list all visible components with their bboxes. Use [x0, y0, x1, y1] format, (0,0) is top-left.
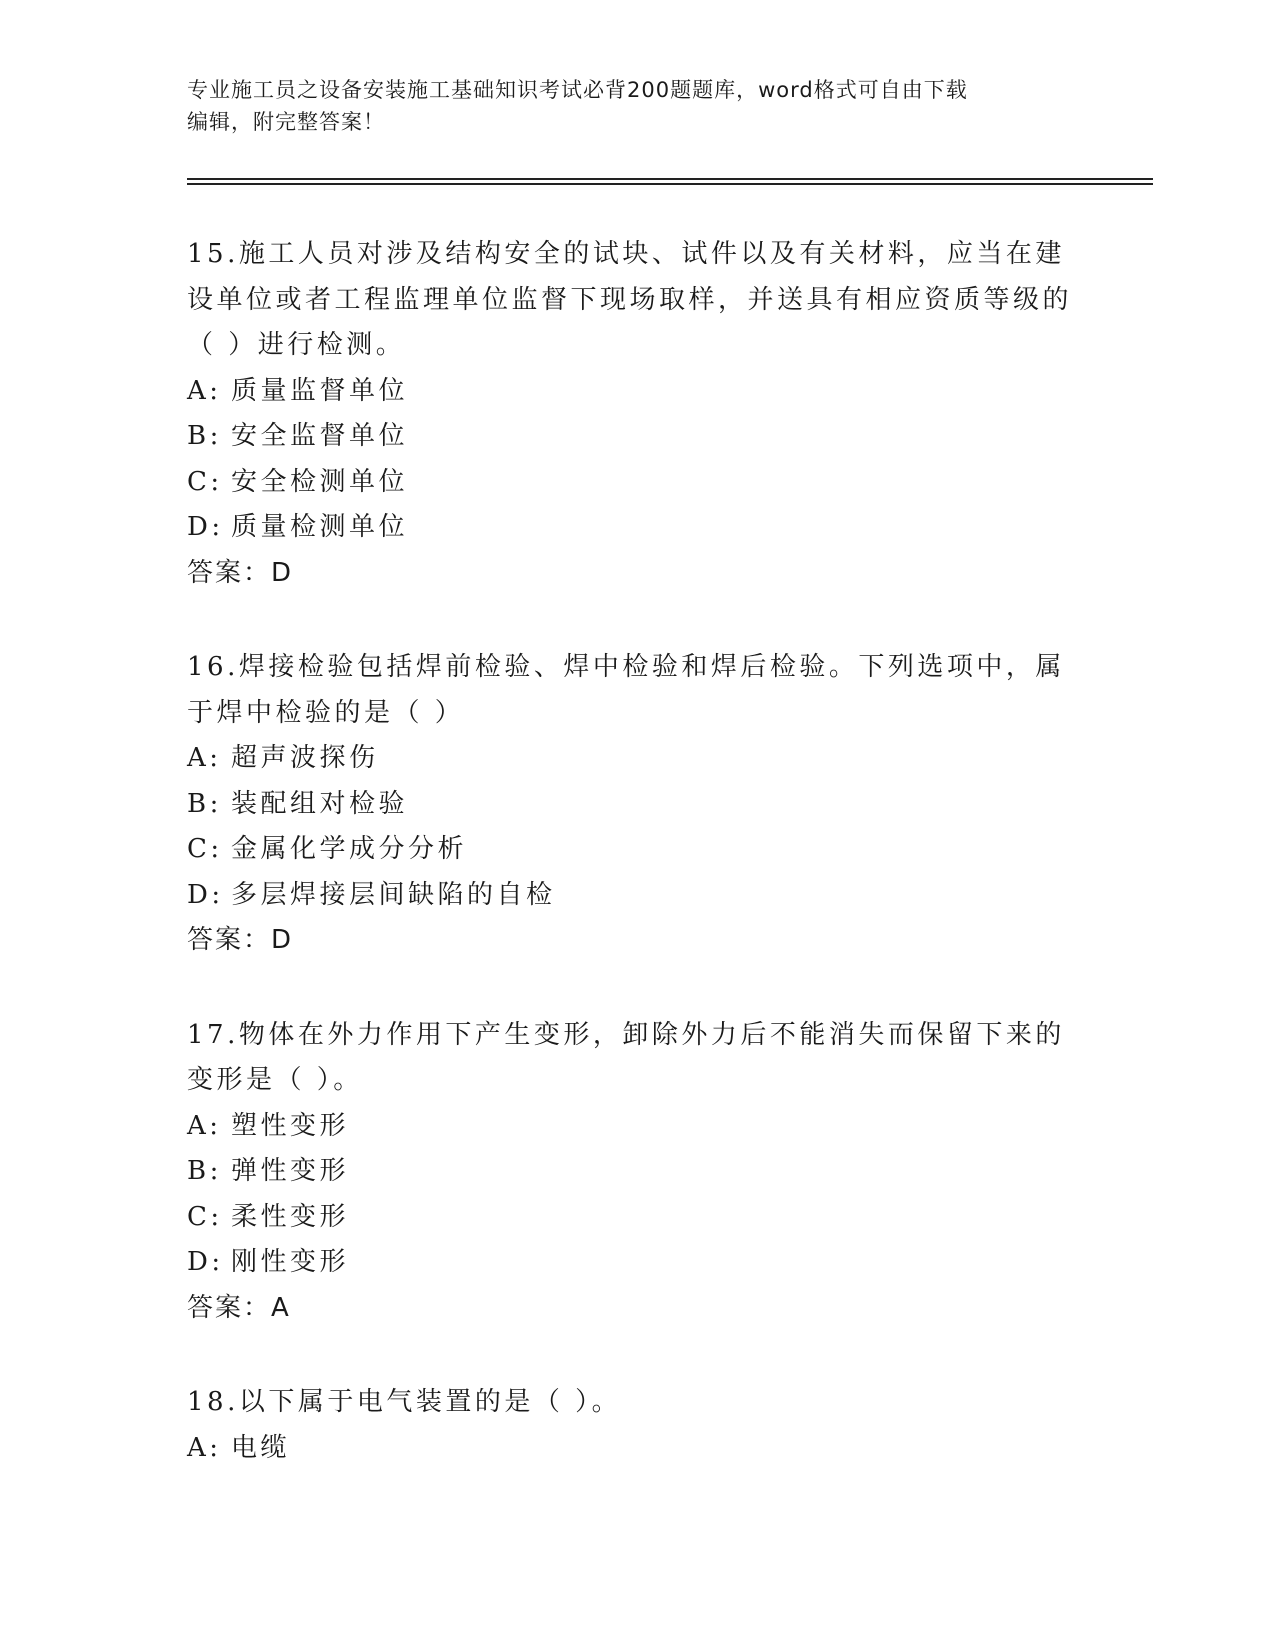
option-text: 电缆 [231, 1432, 291, 1463]
option-text: 多层焊接层间缺陷的自检 [231, 879, 556, 910]
option-text: 弹性变形 [231, 1156, 350, 1186]
option-text: 安全检测单位 [231, 466, 409, 497]
option-d [187, 873, 1087, 919]
option-b [187, 414, 1087, 460]
option-c [187, 1195, 1087, 1241]
option-text: 塑性变形 [231, 1110, 350, 1141]
option-key: D: [187, 1247, 224, 1277]
question-stem: 16.焊接检验包括焊前检验、焊中检验和焊后检验。下列选项中，属于焊中检验的是（ ） [187, 652, 1065, 728]
answer-label: 答案：A [187, 1292, 291, 1323]
option-c [187, 827, 1087, 873]
header-divider-bottom [187, 183, 1153, 185]
question-list [187, 232, 1087, 1520]
question-stem: 15.施工人员对涉及结构安全的试块、试件以及有关材料，应当在建设单位或者工程监理单位监督下现场取样，并送具有相应资质等级的（ ）进行检测。 [187, 239, 1073, 360]
option-key: B: [187, 421, 222, 451]
option-key: C: [187, 834, 223, 864]
option-key: A: [187, 1110, 222, 1141]
option-text: 装配组对检验 [231, 788, 409, 819]
answer-label: 答案：D [187, 925, 294, 955]
option-key: D: [187, 512, 224, 542]
option-text: 质量检测单位 [231, 512, 409, 542]
question-16 [187, 645, 1087, 964]
question-stem: 17.物体在外力作用下产生变形，卸除外力后不能消失而保留下来的变形是（ ）。 [187, 1019, 1065, 1095]
option-b [187, 1149, 1087, 1195]
option-a [187, 1426, 1087, 1472]
option-key: C: [187, 1201, 223, 1232]
option-key: A: [187, 743, 222, 773]
answer-label: 答案：D [187, 557, 294, 588]
question-17 [187, 1013, 1087, 1332]
header-line-1: 专业施工员之设备安装施工基础知识考试必背200题题库，word格式可自由下载 [187, 78, 968, 102]
option-key: A: [187, 1432, 222, 1463]
option-key: D: [187, 879, 224, 910]
option-text: 质量监督单位 [231, 375, 409, 406]
header-line-2: 编辑，附完整答案！ [187, 110, 385, 134]
option-text: 安全监督单位 [231, 421, 409, 451]
option-a [187, 369, 1087, 415]
option-key: B: [187, 788, 222, 819]
question-stem: 18.以下属于电气装置的是（ ）。 [187, 1387, 622, 1417]
option-text: 柔性变形 [231, 1201, 350, 1232]
option-key: B: [187, 1156, 222, 1186]
question-18 [187, 1380, 1087, 1471]
option-text: 金属化学成分分析 [231, 834, 468, 864]
document-header [187, 74, 1067, 138]
question-15 [187, 232, 1087, 596]
option-b [187, 782, 1087, 828]
option-d [187, 505, 1087, 551]
option-text: 刚性变形 [231, 1247, 350, 1277]
option-a [187, 736, 1087, 782]
option-c [187, 460, 1087, 506]
option-key: A: [187, 375, 222, 406]
option-text: 超声波探伤 [231, 743, 379, 773]
header-divider-top [187, 178, 1153, 180]
option-d [187, 1240, 1087, 1286]
option-key: C: [187, 466, 223, 497]
option-a [187, 1104, 1087, 1150]
